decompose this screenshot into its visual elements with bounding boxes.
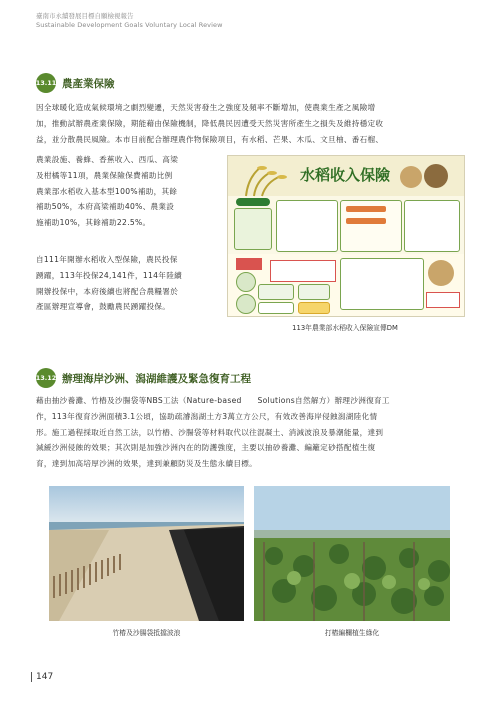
- dm-title: 水稻收入保險: [300, 166, 391, 184]
- dm-info-box: [258, 302, 294, 314]
- dm-info-box: [340, 258, 424, 310]
- farmer-illustration-icon: [428, 260, 454, 286]
- header-title-zh: 臺南市永續發展目標自願檢視報告: [36, 12, 134, 20]
- header-title-en: Sustainable Development Goals Voluntary Local Review: [36, 21, 223, 29]
- dm-label-pill: [236, 198, 270, 206]
- dm-info-box: [404, 200, 460, 252]
- dm-step-icon: [236, 272, 256, 292]
- text-line: 形。施工過程採取近自然工法，以竹樁、沙腸袋等材料取代以往混凝土、消減波浪及暴潮能量，達到: [36, 427, 384, 437]
- dm-warning-box: [426, 292, 460, 308]
- text-line: 育，達到加高培厚沙洲的效果，達到兼顧防災及生態永續目標。: [36, 459, 258, 469]
- text-line: 農業部水稻收入基本型100%補助，其餘: [36, 186, 178, 196]
- photo-caption: 打樁編欄植生綠化: [324, 629, 380, 637]
- text-line: 自111年開辦水稻收入型保險，農民投保: [36, 255, 178, 264]
- text-line: 踴躍，113年投保24,141件，114年陸續: [36, 270, 182, 280]
- text-line: 補助50%，本府高梁補助40%、農業設: [36, 202, 175, 212]
- section-title: 辦理海岸沙洲、潟湖維護及緊急復育工程: [62, 372, 251, 385]
- page-header: [36, 12, 223, 30]
- paragraph-insurance-intro: [36, 100, 466, 147]
- beach-photo: [49, 486, 244, 621]
- rice-plant-icon: [236, 162, 291, 197]
- text-line: 施補助10%，其餘補助22.5%。: [36, 218, 151, 228]
- photo-bamboo-piles-sandbags: [49, 486, 244, 621]
- dm-info-box: [276, 200, 338, 252]
- text-line: 及柑橘等11項，農業保險保費補助比例: [36, 170, 173, 180]
- farmer-illustration-icon: [400, 166, 422, 188]
- rice-insurance-dm-image: [227, 155, 465, 317]
- farmer-illustration-icon: [424, 164, 448, 188]
- dm-info-box: [298, 284, 330, 300]
- dm-step-icon: [236, 294, 256, 314]
- paragraph-sandbar-restoration: [36, 393, 472, 472]
- section-badge: 13.11: [36, 73, 56, 93]
- section-heading-13-11: [36, 73, 115, 93]
- section-heading-13-12: [36, 368, 251, 388]
- text-line: 藉由抽沙養灘、竹樁及沙腸袋等NBS工法（Nature-based Solutions自然解方）辦理沙洲復育工: [36, 396, 390, 405]
- text-line: 加，推動試辦農產業保險，期能藉由保險機制，降低農民因遭受天然災害所產生之損失及維持穩定收: [36, 118, 384, 128]
- photo-caption: 竹樁及沙腸袋抵擋波浪: [112, 629, 181, 637]
- dm-info-box: [258, 284, 294, 300]
- text-line: 減緩沙洲侵蝕的效果；其次則是加強沙洲內在的防護強度，主要以抽砂養灘、編籬定砂搭配植生復: [36, 443, 376, 453]
- text-line: 產區辦理宣導會，鼓勵農民踴躍投保。: [36, 302, 171, 312]
- text-line: 作，113年復育沙洲面積3.1公頃，協助疏濬潟湖土方3萬立方公尺，有效改善海岸侵蝕潟湖陸化情: [36, 411, 378, 421]
- dm-highlight-bar: [346, 218, 386, 224]
- dm-highlight-bar: [346, 206, 386, 212]
- dm-tag: [236, 258, 262, 270]
- paragraph-insurance-subsidy: [36, 152, 224, 231]
- paragraph-rice-insurance: [36, 252, 224, 315]
- photo-fence-vegetation: [254, 486, 450, 621]
- dm-caption: 113年農業部水稻收入保險宣傳DM: [292, 324, 398, 332]
- dm-info-box: [234, 208, 272, 250]
- page-number: 147: [31, 672, 53, 682]
- text-line: 益，並分散農民風險。本市目前配合辦理農作物保險項目，有水稻、芒果、木瓜、文旦柚、番石榴、: [36, 134, 384, 144]
- text-line: 開辦投保中，本府後續也將配合農糧署於: [36, 286, 179, 296]
- text-line: 農業設施、養蜂、香蕉收入、西瓜、高梁: [36, 155, 179, 164]
- vegetation-photo: [254, 486, 450, 621]
- text-line: 因全球暖化造成氣候環境之劇烈變遷，天然災害發生之強度及頻率不斷增加，使農業生產之風險增: [36, 103, 376, 112]
- dm-info-box: [298, 302, 330, 314]
- section-title: 農產業保險: [62, 77, 115, 90]
- section-badge: 13.12: [36, 368, 56, 388]
- dm-warning-box: [270, 260, 336, 282]
